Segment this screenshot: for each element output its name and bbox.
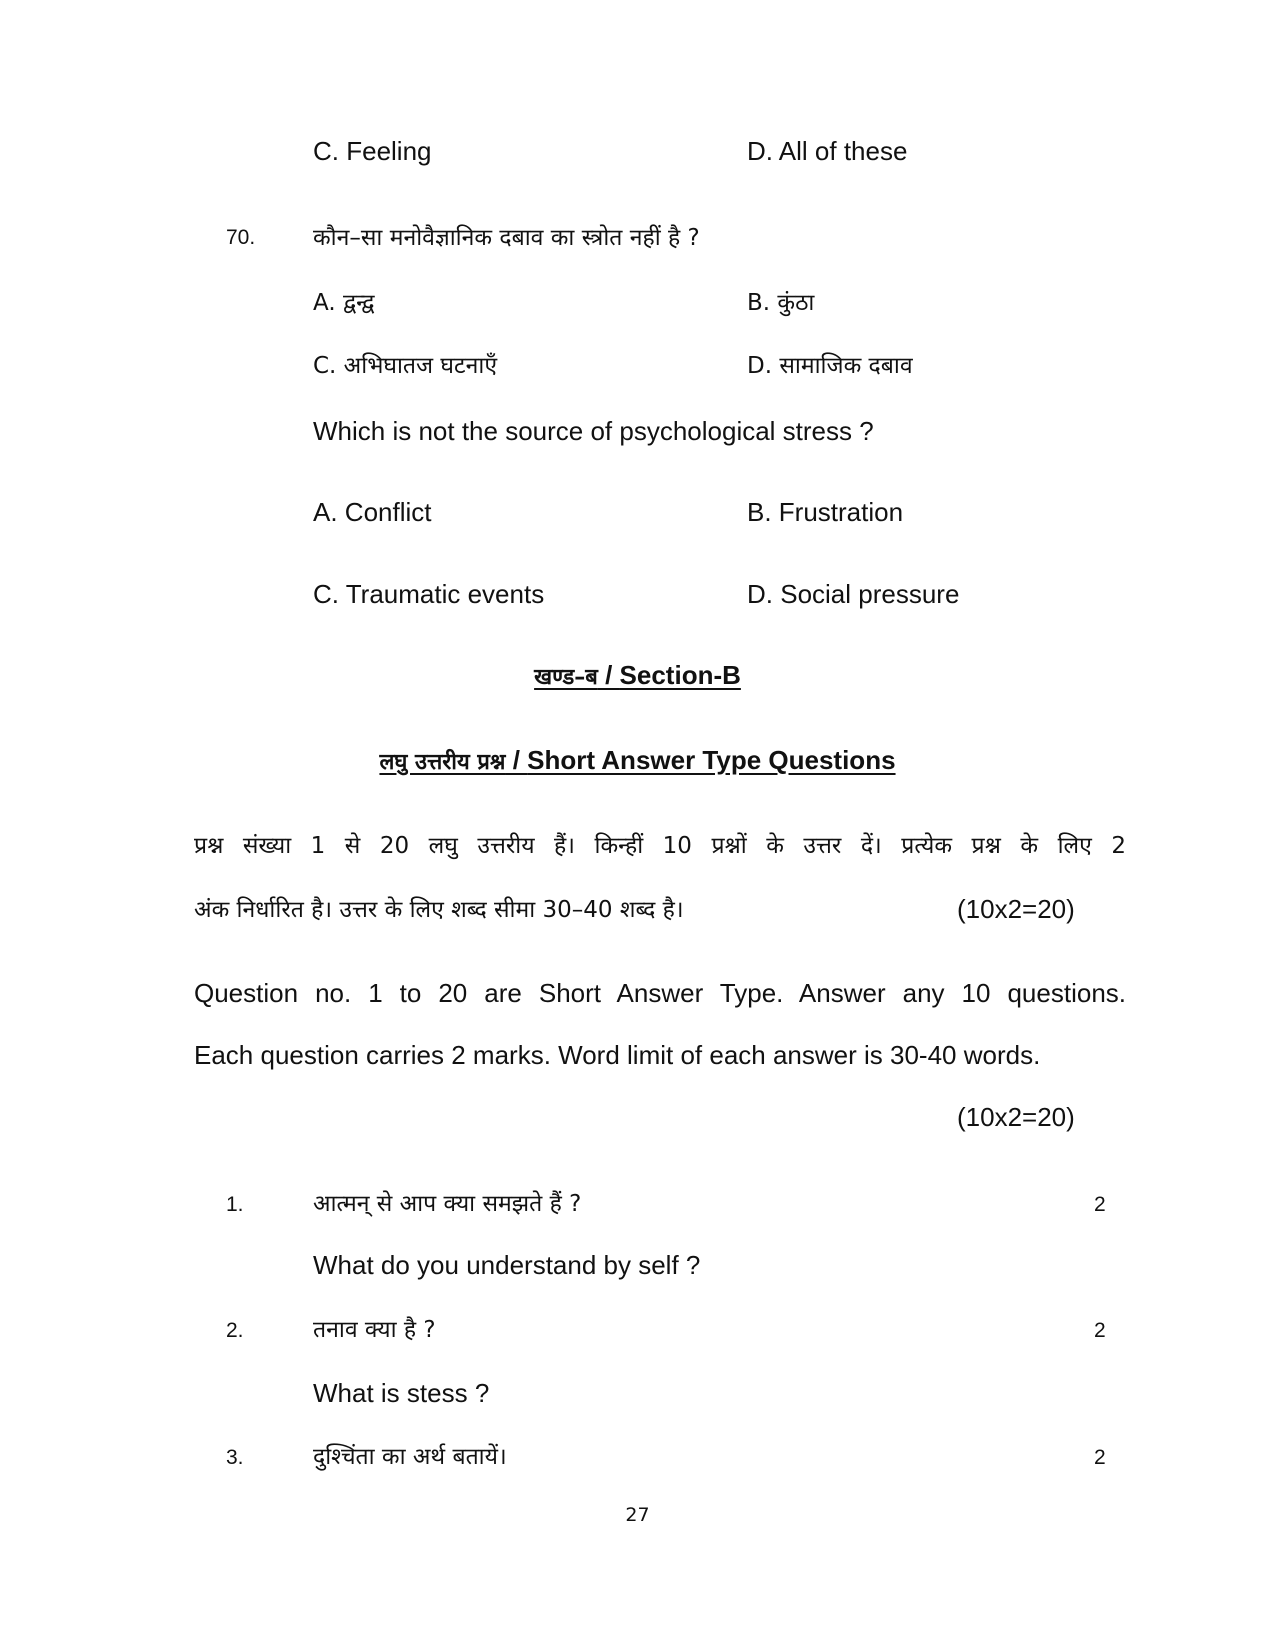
- question-marks: 2: [1094, 1319, 1106, 1342]
- option-c: C. Feeling: [313, 136, 432, 166]
- instructions-hindi-line2: अंक निर्धारित है। उत्तर के लिए शब्द सीमा 30–40 शब्द है।: [194, 897, 684, 923]
- question-text-english: What is stess ?: [313, 1378, 490, 1408]
- marks-total-english: (10x2=20): [957, 1102, 1075, 1132]
- page-number: 27: [625, 1504, 650, 1526]
- option-d: D. All of these: [747, 136, 908, 166]
- subsection-heading: [0, 745, 1275, 776]
- subsection-separator: /: [505, 745, 528, 775]
- instructions-hindi-line1: प्रश्न संख्या 1 से 20 लघु उत्तरीय हैं। किन्हीं 10 प्रश्नों के उत्तर दें। प्रत्येक प्रश्न के लिए 2: [194, 833, 1126, 859]
- option-c: C. Traumatic events: [313, 579, 545, 609]
- question-marks: 2: [1094, 1193, 1106, 1216]
- question-text-hindi: कौन–सा मनोवैज्ञानिक दबाव का स्त्रोत नहीं है ?: [313, 225, 700, 251]
- instructions-english-line2: Each question carries 2 marks. Word limit of each answer is 30-40 words.: [194, 1040, 1041, 1070]
- instructions-english-line1: Question no. 1 to 20 are Short Answer Type. Answer any 10 questions.: [194, 978, 1126, 1008]
- question-text-hindi: दुश्चिंता का अर्थ बतायें।: [313, 1444, 507, 1470]
- subsection-title-english: Short Answer Type Questions: [527, 745, 896, 775]
- option-c-hindi: C. अभिघातज घटनाएँ: [313, 353, 498, 379]
- question-number: 2.: [226, 1319, 244, 1342]
- marks-total-hindi: (10x2=20): [957, 894, 1075, 924]
- option-b-hindi: B. कुंठा: [747, 290, 815, 316]
- option-d-hindi: D. सामाजिक दबाव: [747, 353, 913, 379]
- option-a-hindi: A. द्वन्द्व: [313, 290, 375, 316]
- option-a: A. Conflict: [313, 497, 432, 527]
- section-title-english: Section-B: [619, 660, 741, 690]
- option-d: D. Social pressure: [747, 579, 960, 609]
- option-b: B. Frustration: [747, 497, 904, 527]
- question-text-english: What do you understand by self ?: [313, 1250, 701, 1280]
- question-number: 1.: [226, 1193, 244, 1216]
- section-separator: /: [597, 660, 620, 690]
- question-text-hindi: आत्मन् से आप क्या समझते हैं ?: [313, 1191, 582, 1217]
- subsection-title-hindi: लघु उत्तरीय प्रश्न: [379, 750, 506, 775]
- question-text-hindi: तनाव क्या है ?: [313, 1317, 436, 1343]
- question-number: 3.: [226, 1446, 244, 1469]
- question-number: 70.: [226, 226, 256, 249]
- section-title-hindi: खण्ड–ब: [534, 665, 598, 690]
- question-marks: 2: [1094, 1446, 1106, 1469]
- question-text-english: Which is not the source of psychological stress ?: [313, 416, 874, 446]
- section-heading: [0, 660, 1275, 691]
